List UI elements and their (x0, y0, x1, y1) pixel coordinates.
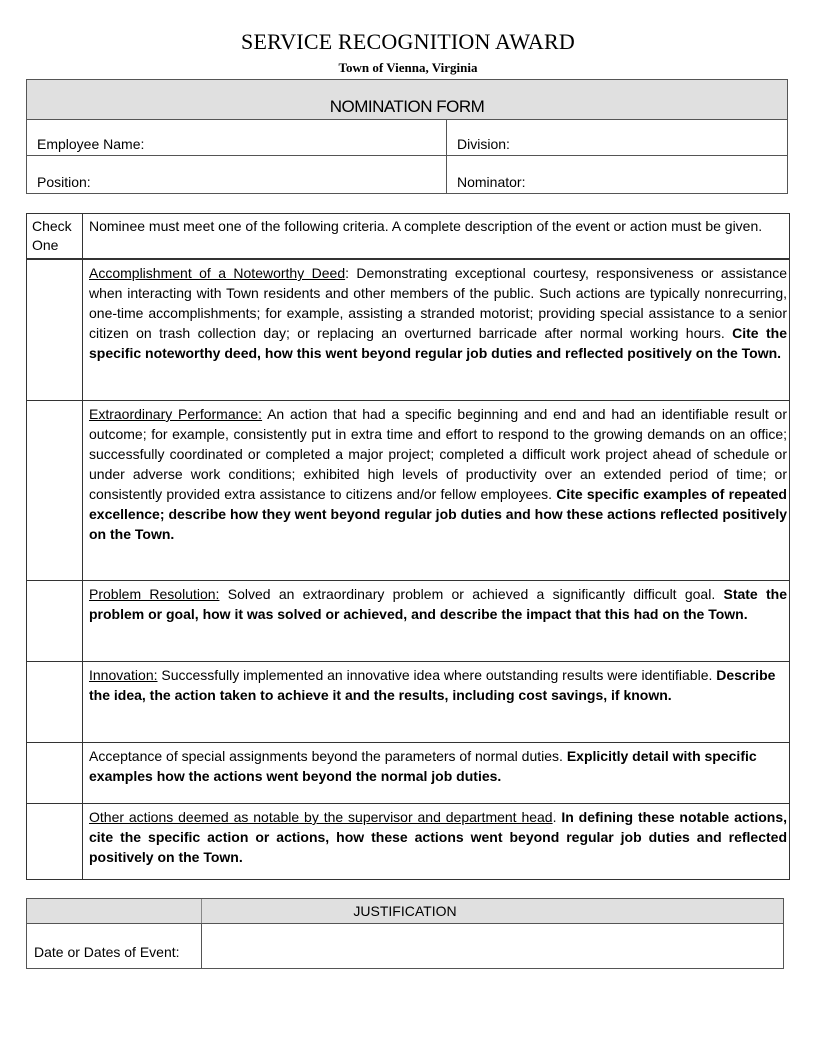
criteria-separator (219, 586, 227, 602)
criteria-description (89, 746, 787, 786)
date-of-event-label: Date or Dates of Event: (34, 944, 180, 960)
criteria-label: Other actions deemed as notable by the supervisor and department head (89, 809, 553, 825)
criteria-label: Innovation: (89, 667, 158, 683)
criteria-checkbox[interactable] (27, 401, 82, 580)
nomination-form-heading: NOMINATION FORM (329, 97, 485, 116)
criteria-bold-instruction: Explicitly detail with specific examples how the actions went beyond the normal job duties. (89, 748, 757, 784)
criteria-checkbox[interactable] (27, 743, 82, 803)
justification-header (27, 899, 783, 924)
criteria-label: Extraordinary Performance: (89, 406, 263, 422)
criteria-row (27, 401, 789, 581)
date-of-event-label-cell (27, 924, 202, 968)
criteria-bold-instruction: State the problem or goal, how it was solved or achieved, and describe the impact that this had on the Town. (89, 586, 787, 622)
criteria-separator: : (345, 265, 357, 281)
position-field[interactable] (27, 156, 447, 193)
date-of-event-field[interactable] (202, 924, 783, 968)
nomination-form-table (26, 79, 788, 194)
criteria-description (89, 584, 787, 624)
employee-name-field[interactable] (27, 120, 447, 155)
criteria-text: Successfully implemented an innovative idea where outstanding results were identifiable. (161, 667, 717, 683)
criteria-checkbox[interactable] (27, 581, 82, 661)
criteria-separator: . (552, 809, 562, 825)
criteria-bold-instruction: Cite specific examples of repeated excellence; describe how they went beyond regular job duties and how these actions reflected positively on the Town. (89, 486, 787, 542)
criteria-bold-instruction: In defining these notable actions, cite the specific action or actions, how these actions went beyond regular job duties and reflected positively on the Town. (89, 809, 787, 865)
criteria-row (27, 743, 789, 804)
division-label: Division: (457, 136, 510, 152)
nomination-row-2 (27, 156, 787, 193)
criteria-checkbox[interactable] (27, 260, 82, 400)
position-label: Position: (37, 174, 91, 190)
justification-heading: JUSTIFICATION (353, 903, 457, 919)
nomination-form-header (27, 80, 787, 120)
criteria-row (27, 804, 789, 879)
check-one-header: Check One (32, 218, 72, 253)
criteria-header-row (27, 214, 789, 260)
criteria-description (89, 665, 787, 705)
nomination-row-1 (27, 120, 787, 156)
nominator-field[interactable] (447, 156, 787, 193)
criteria-table (26, 213, 790, 880)
criteria-bold-instruction: Cite the specific noteworthy deed, how this went beyond regular job duties and reflected positively on the Town. (89, 325, 788, 361)
criteria-bold-instruction: Describe the idea, the action taken to achieve it and the results, including cost savings, if known. (89, 667, 776, 703)
criteria-description (89, 263, 787, 363)
criteria-text: Acceptance of special assignments beyond the parameters of normal duties. (89, 748, 567, 764)
criteria-description (89, 807, 787, 867)
criteria-row (27, 662, 789, 743)
criteria-checkbox[interactable] (27, 662, 82, 742)
justification-table (26, 898, 784, 969)
criteria-row (27, 260, 789, 401)
document-title: SERVICE RECOGNITION AWARD (241, 29, 575, 54)
nominator-label: Nominator: (457, 174, 526, 190)
criteria-label: Problem Resolution: (89, 586, 220, 602)
criteria-row (27, 581, 789, 662)
criteria-text: Solved an extraordinary problem or achieved a significantly difficult goal. (227, 586, 724, 602)
criteria-text: Demonstrating exceptional courtesy, responsiveness or assistance when interacting with Town residents and other members of the public. Such actions are typically nonrecurring, one-time accomplishments; for example, assisting a stranded motorist; providing special assistance to a senior citizen on trash collection day; or replacing an overturned barricade after normal working hours. (89, 265, 788, 341)
criteria-instructions: Nominee must meet one of the following criteria. A complete description of the event or action must be given. (89, 218, 763, 234)
document-subtitle: Town of Vienna, Virginia (338, 60, 478, 75)
employee-name-label: Employee Name: (37, 136, 145, 152)
division-field[interactable] (447, 120, 787, 155)
criteria-description (89, 404, 787, 544)
criteria-text: An action that had a specific beginning and end and had an identifiable result or outcome; for example, consistently put in extra time and effort to respond to the growing demands on an office; successfully coordinated or completed a major project; completed a difficult work project ahead of schedule or under adverse work conditions; exhibited high levels of productivity over an extended period of time; or consistently provided extra assistance to citizens and/or fellow employees. (89, 406, 788, 502)
criteria-label: Accomplishment of a Noteworthy Deed (89, 265, 346, 281)
criteria-checkbox[interactable] (27, 804, 82, 879)
